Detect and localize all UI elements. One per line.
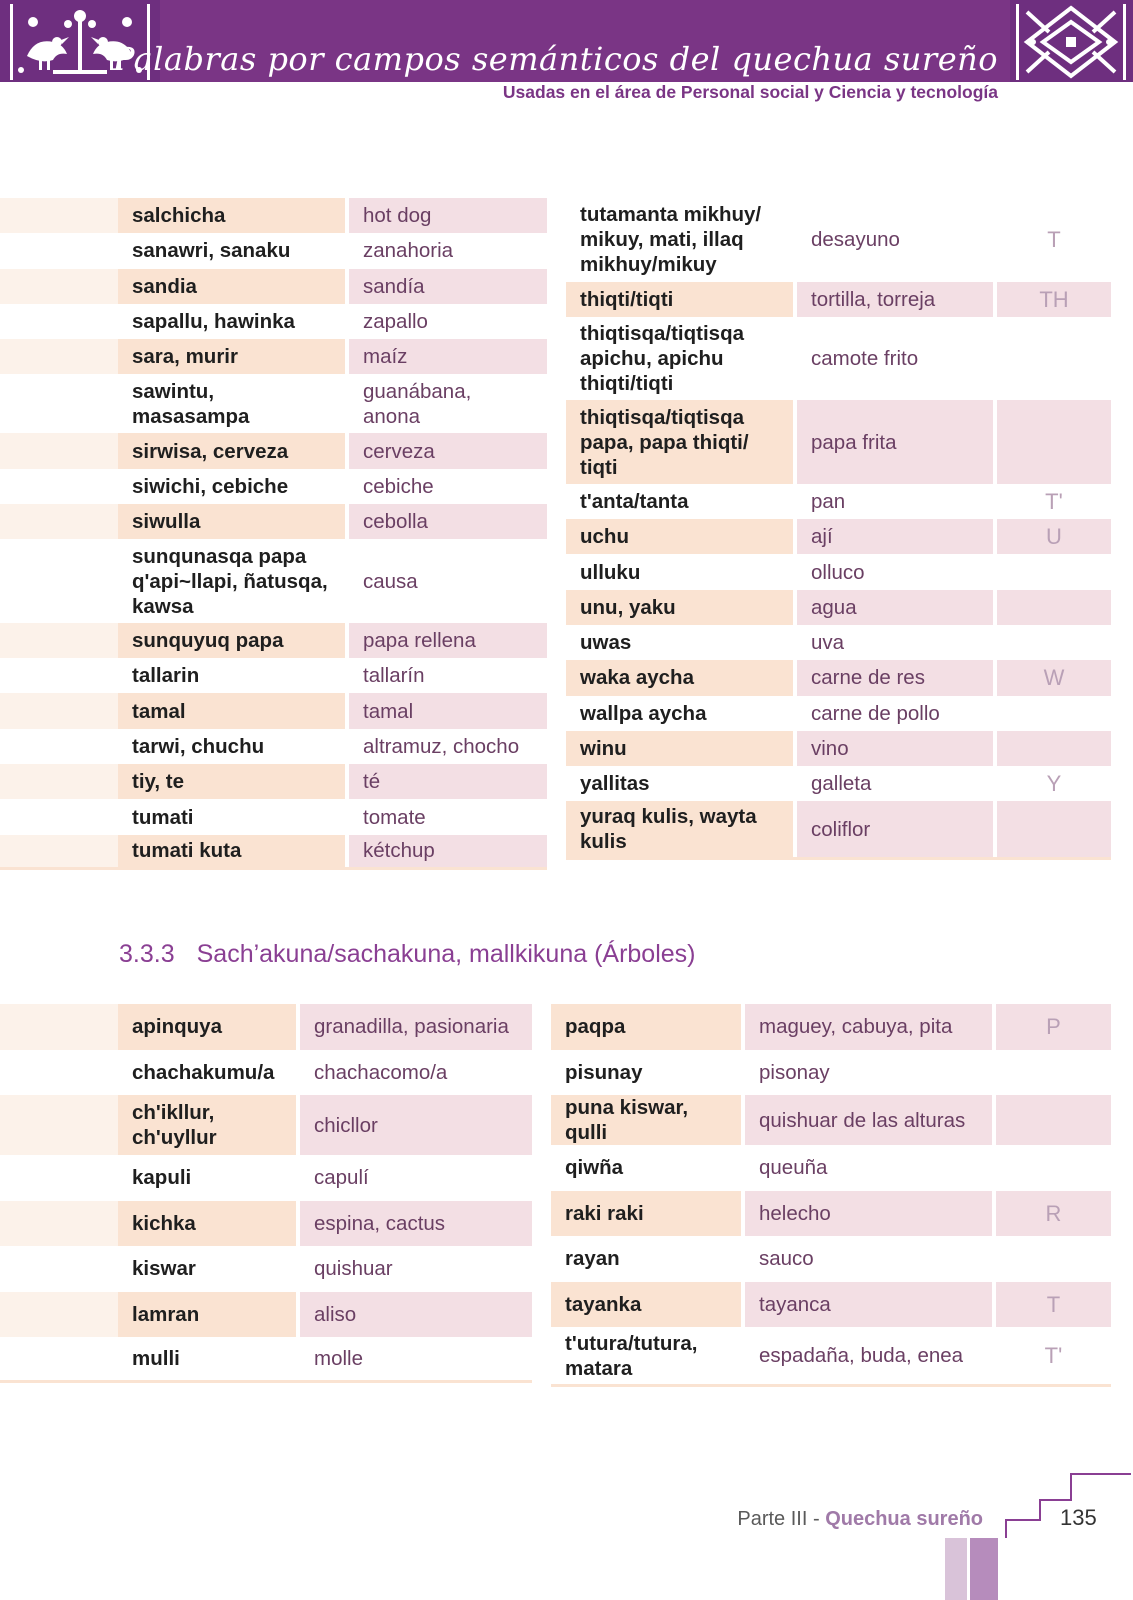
index-letter (997, 696, 1111, 731)
table-row (551, 1236, 1111, 1282)
spanish-term: pisonay (759, 1060, 830, 1084)
spanish-term: chicllor (300, 1095, 532, 1155)
row-lead-margin (0, 339, 118, 374)
row-lead-margin (0, 1201, 118, 1247)
row-lead-margin (0, 1050, 118, 1096)
spanish-term: cebolla (349, 504, 547, 539)
quechua-term: yuraq kulis, wayta kulis (566, 801, 793, 860)
footer-part-label (737, 1508, 983, 1531)
spanish-term: tamal (349, 693, 547, 728)
table-row (566, 198, 1111, 282)
table-row (551, 1191, 1111, 1237)
row-lead-margin (0, 835, 118, 870)
table-row (0, 1155, 532, 1201)
table-row (0, 658, 547, 693)
quechua-term: sunqunasqa papa q'api~llapi, ñatusqa, kawsa (132, 544, 328, 618)
quechua-term: t'utura/tutura, matara (551, 1327, 741, 1387)
quechua-term: ch'ikllur, ch'uyllur (118, 1095, 296, 1155)
row-lead-margin (0, 1095, 118, 1155)
spanish-term: helecho (745, 1191, 992, 1237)
table-row (0, 469, 547, 504)
quechua-term: qiwña (565, 1156, 624, 1180)
quechua-term: ulluku (580, 560, 641, 584)
spanish-term: coliflor (797, 801, 993, 860)
quechua-term: tumati (132, 805, 194, 829)
quechua-term: tumati kuta (118, 835, 345, 870)
quechua-term: kiswar (132, 1257, 196, 1281)
quechua-term: salchicha (118, 198, 345, 233)
page-number: 135 (1060, 1505, 1097, 1530)
index-letter: W (997, 660, 1111, 695)
spanish-term: agua (797, 590, 993, 625)
table-row (551, 1282, 1111, 1328)
spanish-term: causa (363, 569, 418, 593)
quechua-term: raki raki (551, 1191, 741, 1237)
index-letter (996, 1145, 1111, 1191)
row-lead-margin (0, 469, 118, 504)
spanish-term: zapallo (363, 310, 428, 334)
spanish-term: té (349, 764, 547, 799)
quechua-term: yallitas (580, 772, 650, 796)
table-row (0, 198, 547, 233)
row-lead-margin (0, 374, 118, 433)
quechua-term: siwulla (118, 504, 345, 539)
quechua-term: rayan (565, 1247, 620, 1271)
quechua-term: sawintu, masasampa (132, 379, 250, 428)
table-row (0, 304, 547, 339)
row-lead-margin (0, 1155, 118, 1201)
index-letter (996, 1236, 1111, 1282)
table-row (551, 1095, 1111, 1145)
row-lead-margin (0, 504, 118, 539)
table-row (566, 625, 1111, 660)
table-row (0, 374, 547, 433)
footer-part: Parte III (737, 1508, 808, 1530)
table-row (0, 339, 547, 374)
table-row (566, 590, 1111, 625)
index-letter (997, 317, 1111, 401)
index-letter: U (997, 519, 1111, 554)
row-lead-margin (0, 764, 118, 799)
table-row (551, 1050, 1111, 1096)
table-row (566, 282, 1111, 317)
spanish-term: uva (811, 631, 845, 655)
quechua-term: tallarin (132, 664, 200, 688)
table-row (566, 731, 1111, 766)
row-lead-margin (0, 658, 118, 693)
quechua-term: sunquyuq papa (118, 623, 345, 658)
spanish-term: quishuar de las alturas (745, 1095, 992, 1145)
spanish-term: pan (811, 489, 846, 513)
spanish-term: maguey, cabuya, pita (745, 1004, 992, 1050)
footer-bar-dark (970, 1538, 998, 1600)
section-number: 3.3.3 (119, 940, 175, 968)
quechua-term: tamal (118, 693, 345, 728)
index-letter: Y (1046, 771, 1062, 797)
footer-bar-light (945, 1538, 967, 1600)
spanish-term: tomate (363, 805, 426, 829)
table-row (566, 317, 1111, 401)
quechua-term: chachakumu/a (132, 1060, 275, 1084)
glossary-table-trees-right (551, 1004, 1111, 1387)
quechua-term: waka aycha (566, 660, 793, 695)
spanish-term: chachacomo/a (314, 1060, 448, 1084)
index-letter: P (996, 1004, 1111, 1050)
spanish-term: sandía (349, 269, 547, 304)
table-row (0, 1292, 532, 1338)
table-row (0, 433, 547, 468)
spanish-term: aliso (300, 1292, 532, 1338)
table-row (566, 696, 1111, 731)
table-row (551, 1145, 1111, 1191)
row-lead-margin (0, 198, 118, 233)
glossary-table-food-left (0, 198, 547, 870)
quechua-term: tutamanta mikhuy/ mikuy, mati, illaq mikhuy/mikuy (580, 203, 762, 277)
spanish-term: capulí (314, 1166, 369, 1190)
row-lead-margin (0, 693, 118, 728)
footer-dash: - (807, 1508, 826, 1530)
spanish-term: guanábana, anona (363, 379, 472, 428)
table-row (566, 519, 1111, 554)
row-lead-margin (0, 799, 118, 834)
spanish-term: desayuno (811, 228, 900, 252)
quechua-term: winu (566, 731, 793, 766)
quechua-term: kichka (118, 1201, 296, 1247)
index-letter (997, 801, 1111, 860)
table-row (0, 1337, 532, 1383)
section-title: Sach’akuna/sachakuna, mallkikuna (Árboles) (196, 940, 696, 968)
quechua-term: mulli (118, 1337, 296, 1383)
quechua-term: wallpa aycha (580, 701, 707, 725)
quechua-term: apinquya (118, 1004, 296, 1050)
table-row (551, 1327, 1111, 1387)
spanish-term: vino (797, 731, 993, 766)
quechua-term: kapuli (132, 1166, 192, 1190)
index-letter (997, 554, 1111, 589)
table-row (0, 539, 547, 623)
spanish-term: ají (797, 519, 993, 554)
table-row (0, 623, 547, 658)
quechua-term: paqpa (551, 1004, 741, 1050)
spanish-term: tayanca (745, 1282, 992, 1328)
row-lead-margin (0, 233, 118, 268)
spanish-term: tortilla, torreja (797, 282, 993, 317)
table-row (0, 269, 547, 304)
table-row (566, 660, 1111, 695)
spanish-term: cerveza (349, 433, 547, 468)
spanish-term: olluco (811, 560, 865, 584)
quechua-term: sandia (118, 269, 345, 304)
table-row (0, 1004, 532, 1050)
spanish-term: zanahoria (363, 239, 454, 263)
quechua-term: thiqtisqa/tiqtisqa papa, papa thiqti/ tiqti (566, 400, 793, 484)
spanish-term: papa frita (797, 400, 993, 484)
quechua-term: tayanka (551, 1282, 741, 1328)
spanish-term: quishuar (314, 1257, 393, 1281)
spanish-term: granadilla, pasionaria (300, 1004, 532, 1050)
spanish-term: galleta (811, 772, 872, 796)
index-letter (997, 731, 1111, 766)
spanish-term: espadaña, buda, enea (745, 1327, 992, 1387)
spanish-term: cebiche (363, 474, 434, 498)
quechua-term: sara, murir (118, 339, 345, 374)
index-letter: T' (1045, 488, 1063, 514)
row-lead-margin (0, 1246, 118, 1292)
index-letter: T (1047, 227, 1061, 253)
table-row (566, 484, 1111, 519)
header-title: Palabras por campos semánticos del quechua sureño (113, 40, 998, 78)
spanish-term: camote frito (811, 347, 919, 371)
header-subtitle: Usadas en el área de Personal social y Ciencia y tecnología (502, 82, 998, 102)
table-row (0, 835, 547, 870)
index-letter (997, 625, 1111, 660)
table-row (0, 1246, 532, 1292)
glossary-table-trees-left (0, 1004, 532, 1383)
table-row (0, 1095, 532, 1155)
quechua-term: tarwi, chuchu (132, 734, 265, 758)
row-lead-margin (0, 729, 118, 764)
spanish-term: carne de res (797, 660, 993, 695)
row-lead-margin (0, 1292, 118, 1338)
row-lead-margin (0, 623, 118, 658)
row-lead-margin (0, 269, 118, 304)
quechua-term: t'anta/tanta (580, 489, 689, 513)
spanish-term: queuña (759, 1156, 828, 1180)
spanish-term: altramuz, chocho (363, 734, 520, 758)
spanish-term: papa rellena (349, 623, 547, 658)
spanish-term: sauco (759, 1247, 814, 1271)
spanish-term: carne de pollo (811, 701, 940, 725)
table-row (0, 1201, 532, 1247)
quechua-term: uchu (566, 519, 793, 554)
row-lead-margin (0, 304, 118, 339)
quechua-term: puna kiswar, qulli (551, 1095, 741, 1145)
quechua-term: thiqti/tiqti (566, 282, 793, 317)
table-row (566, 554, 1111, 589)
spanish-term: maíz (349, 339, 547, 374)
table-row (0, 799, 547, 834)
quechua-term: tiy, te (118, 764, 345, 799)
table-row (0, 693, 547, 728)
index-letter: T' (996, 1327, 1111, 1387)
table-row (0, 764, 547, 799)
row-lead-margin (0, 433, 118, 468)
table-row (0, 729, 547, 764)
quechua-term: thiqtisqa/tiqtisqa apichu, apichu thiqti/tiqti (580, 322, 744, 396)
table-row (0, 233, 547, 268)
spanish-term: kétchup (349, 835, 547, 870)
row-lead-margin (0, 1337, 118, 1383)
table-row (566, 801, 1111, 860)
index-letter: TH (997, 282, 1111, 317)
section-heading (119, 940, 696, 969)
index-letter (997, 590, 1111, 625)
page-header (0, 0, 1133, 82)
spanish-term: espina, cactus (300, 1201, 532, 1247)
quechua-term: unu, yaku (566, 590, 793, 625)
quechua-term: sanawri, sanaku (132, 239, 291, 263)
footer-part-name: Quechua sureño (825, 1508, 983, 1530)
quechua-term: lamran (118, 1292, 296, 1338)
index-letter (997, 400, 1111, 484)
index-letter: T (996, 1282, 1111, 1328)
spanish-term: tallarín (363, 664, 425, 688)
index-letter (996, 1095, 1111, 1145)
table-row (0, 1050, 532, 1096)
table-row (551, 1004, 1111, 1050)
spanish-term: hot dog (349, 198, 547, 233)
row-lead-margin (0, 1004, 118, 1050)
table-row (566, 766, 1111, 801)
quechua-term: siwichi, cebiche (132, 474, 289, 498)
quechua-term: uwas (580, 631, 632, 655)
header-logo-right (1010, 0, 1133, 82)
row-lead-margin (0, 539, 118, 623)
index-letter: R (996, 1191, 1111, 1237)
geometric-diamond-ornament-icon (1019, 4, 1123, 80)
quechua-term: pisunay (565, 1060, 643, 1084)
spanish-term: molle (300, 1337, 532, 1383)
index-letter (996, 1050, 1111, 1096)
table-row (0, 504, 547, 539)
glossary-table-food-right (566, 198, 1111, 860)
table-row (566, 400, 1111, 484)
quechua-term: sapallu, hawinka (132, 310, 295, 334)
quechua-term: sirwisa, cerveza (118, 433, 345, 468)
